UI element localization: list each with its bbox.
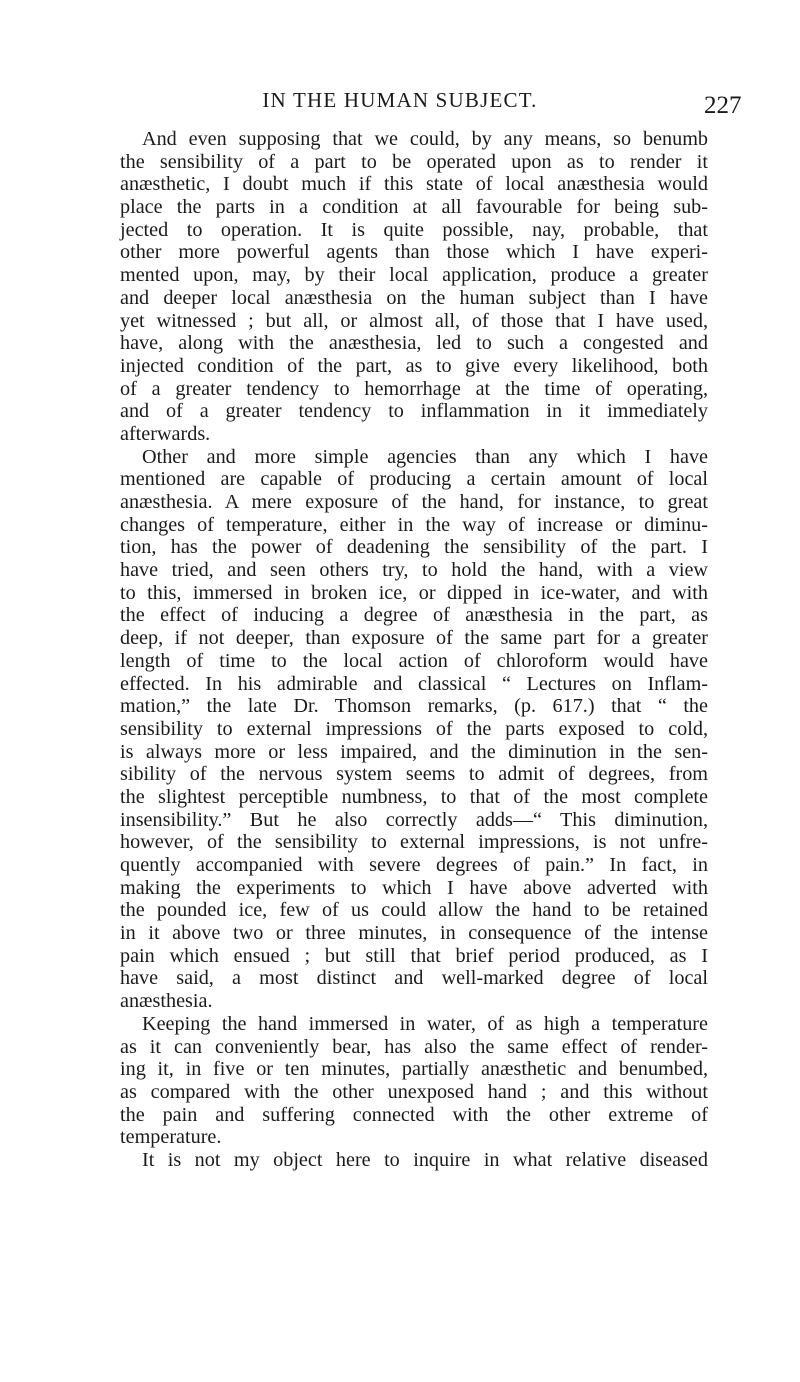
text-line: It is not my object here to inquire in what relative diseased — [142, 1148, 708, 1171]
text-line: however, of the sensibility to external impressions, is not unfre- — [120, 831, 708, 854]
text-line: anæsthesia. A mere exposure of the hand, for instance, to great — [120, 491, 708, 513]
text-line: and of a greater tendency to inflammation in it immediately — [120, 400, 708, 423]
text-line: in it above two or three minutes, in consequence of the intense — [120, 922, 708, 945]
text-line: as it can conveniently bear, has also the same effect of render- — [120, 1035, 708, 1058]
text-line: length of time to the local action of chloroform would have — [120, 649, 708, 672]
text-line: and deeper local anæsthesia on the human subject than I have — [120, 286, 708, 309]
text-line: the pounded ice, few of us could allow the hand to be retained — [120, 899, 708, 922]
page-number: 227 — [704, 92, 742, 119]
text-line: deep, if not deeper, than exposure of the same part for a greater — [120, 627, 708, 650]
text-line: Other and more simple agencies than any which I have — [142, 445, 708, 468]
text-line: the sensibility of a part to be operated upon as to render it — [120, 150, 708, 173]
text-line: anæsthesia. — [120, 990, 213, 1013]
text-line: changes of temperature, either in the way of increase or diminu- — [120, 513, 708, 536]
body-text — [120, 128, 708, 1172]
text-line: And even supposing that we could, by any means, so benumb — [142, 128, 708, 150]
text-line: place the parts in a condition at all favourable for being sub- — [120, 196, 708, 219]
text-line: injected condition of the part, as to give every likelihood, both — [120, 354, 708, 377]
text-line: pain which ensued ; but still that brief period produced, as I — [120, 944, 708, 967]
text-line: have said, a most distinct and well-marked degree of local — [120, 967, 708, 990]
text-line: the pain and suffering connected with the other extreme of — [120, 1103, 708, 1126]
text-line: effected. In his admirable and classical “ Lectures on Inflam- — [120, 672, 708, 695]
text-line: is always more or less impaired, and the diminution in the sen- — [120, 740, 708, 763]
text-line: of a greater tendency to hemorrhage at the time of operating, — [120, 377, 708, 400]
text-line: other more powerful agents than those which I have experi- — [120, 241, 708, 264]
text-line: the effect of inducing a degree of anæsthesia in the part, as — [120, 604, 708, 627]
text-line: have tried, and seen others try, to hold the hand, with a view — [120, 559, 708, 582]
text-line: making the experiments to which I have above adverted with — [120, 876, 708, 899]
text-line: afterwards. — [120, 422, 211, 445]
text-line: tion, has the power of deadening the sensibility of the part. I — [120, 536, 708, 559]
text-line: jected to operation. It is quite possible, nay, probable, that — [120, 218, 708, 241]
text-line: temperature. — [120, 1126, 222, 1149]
text-line: insensibility.” But he also correctly adds—“ This diminution, — [120, 808, 708, 831]
text-line: yet witnessed ; but all, or almost all, of those that I have used, — [120, 309, 708, 332]
text-line: anæsthetic, I doubt much if this state of local anæsthesia would — [120, 173, 708, 196]
text-line: quently accompanied with severe degrees of pain.” In fact, in — [120, 854, 708, 876]
text-line: have, along with the anæsthesia, led to such a congested and — [120, 332, 708, 355]
text-line: mation,” the late Dr. Thomson remarks, (p. 617.) that “ the — [120, 695, 708, 718]
text-line: Keeping the hand immersed in water, of as high a temperature — [142, 1012, 708, 1035]
text-line: the slightest perceptible numbness, to that of the most complete — [120, 785, 708, 808]
text-line: as compared with the other unexposed hand ; and this without — [120, 1080, 708, 1103]
running-head: IN THE HUMAN SUBJECT. — [262, 88, 538, 112]
text-line: ing it, in five or ten minutes, partially anæsthetic and benumbed, — [120, 1058, 708, 1081]
text-line: mentioned are capable of producing a certain amount of local — [120, 468, 708, 491]
text-line: sibility of the nervous system seems to admit of degrees, from — [120, 763, 708, 786]
text-line: to this, immersed in broken ice, or dipped in ice-water, and with — [120, 581, 708, 604]
text-line: mented upon, may, by their local application, produce a greater — [120, 264, 708, 287]
text-line: sensibility to external impressions of the parts exposed to cold, — [120, 717, 708, 740]
